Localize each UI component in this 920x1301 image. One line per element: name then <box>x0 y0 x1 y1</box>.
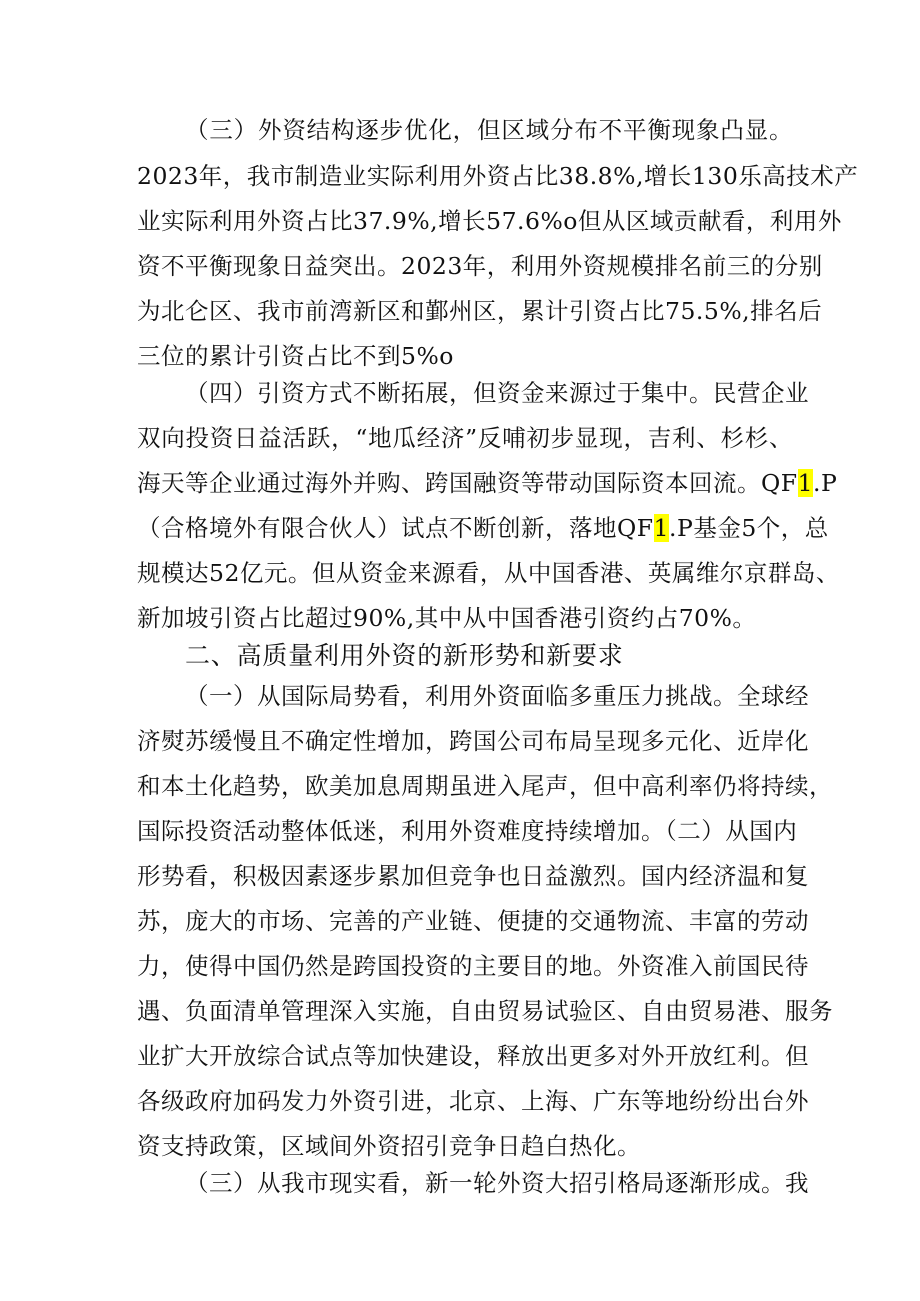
paragraph-line: 新加坡引资占比超过90%,其中从中国香港引资约占70%。 <box>137 604 757 632</box>
section-heading: 二、高质量利用外资的新形势和新要求 <box>185 641 624 670</box>
paragraph-line-highlighted <box>137 463 838 503</box>
paragraph-line: 苏，庞大的市场、完善的产业链、便捷的交通物流、丰富的劳动 <box>137 907 809 935</box>
paragraph-line: 国际投资活动整体低迷，利用外资难度持续增加。（二）从国内 <box>137 817 798 845</box>
paragraph-line: 双向投资日益活跃，“地瓜经济”反哺初步显现，吉利、杉杉、 <box>137 424 793 452</box>
paragraph-line: 业扩大开放综合试点等加快建设，释放出更多对外开放红利。但 <box>137 1042 809 1070</box>
paragraph-line: 资支持政策，区域间外资招引竞争日趋白热化。 <box>137 1132 641 1160</box>
paragraph-line: 各级政府加码发力外资引进，北京、上海、广东等地纷纷出台外 <box>137 1087 809 1115</box>
paragraph-line: 遇、负面清单管理深入实施，自由贸易试验区、自由贸易港、服务 <box>137 997 833 1025</box>
paragraph-line-highlighted <box>137 508 829 548</box>
paragraph-line: 形势看，积极因素逐步累加但竞争也日益激烈。国内经济温和复 <box>137 862 809 890</box>
paragraph-line: 和本土化趋势，欧美加息周期虽进入尾声，但中高利率仍将持续， <box>137 772 833 800</box>
line-text: 海天等企业通过海外并购、跨国融资等带动国际资本回流。QF <box>137 469 798 497</box>
paragraph-line: 济熨苏缓慢且不确定性增加，跨国公司布局呈现多元化、近岸化 <box>137 727 809 755</box>
paragraph-line: 业实际利用外资占比37.9%,增长57.6%o但从区域贡献看，利用外 <box>137 207 842 235</box>
paragraph-line: 力，使得中国仍然是跨国投资的主要目的地。外资准入前国民待 <box>137 952 809 980</box>
line-text: .P <box>813 469 838 497</box>
paragraph-line: 2023年，我市制造业实际利用外资占比38.8%,增长130乐高技术产 <box>137 162 859 190</box>
highlighted-character: 1 <box>797 469 814 497</box>
line-text: （合格境外有限合伙人）试点不断创新，落地QF <box>137 514 654 542</box>
paragraph-line: （一）从国际局势看，利用外资面临多重压力挑战。全球经 <box>185 682 809 710</box>
paragraph-line: 三位的累计引资占比不到5%o <box>137 342 454 370</box>
highlighted-character: 1 <box>653 514 670 542</box>
paragraph-line: 规模达52亿元。但从资金来源看，从中国香港、英属维尔京群岛、 <box>137 559 840 587</box>
paragraph-line: （三）外资结构逐步优化，但区域分布不平衡现象凸显。 <box>185 116 793 144</box>
paragraph-line: 资不平衡现象日益突出。2023年，利用外资规模排名前三的分别 <box>137 252 823 280</box>
line-text: .P基金5个，总 <box>669 514 829 542</box>
paragraph-line: 为北仑区、我市前湾新区和鄞州区，累计引资占比75.5%,排名后 <box>137 297 823 325</box>
paragraph-line: （四）引资方式不断拓展，但资金来源过于集中。民营企业 <box>185 379 809 407</box>
paragraph-line: （三）从我市现实看，新一轮外资大招引格局逐渐形成。我 <box>185 1169 809 1197</box>
